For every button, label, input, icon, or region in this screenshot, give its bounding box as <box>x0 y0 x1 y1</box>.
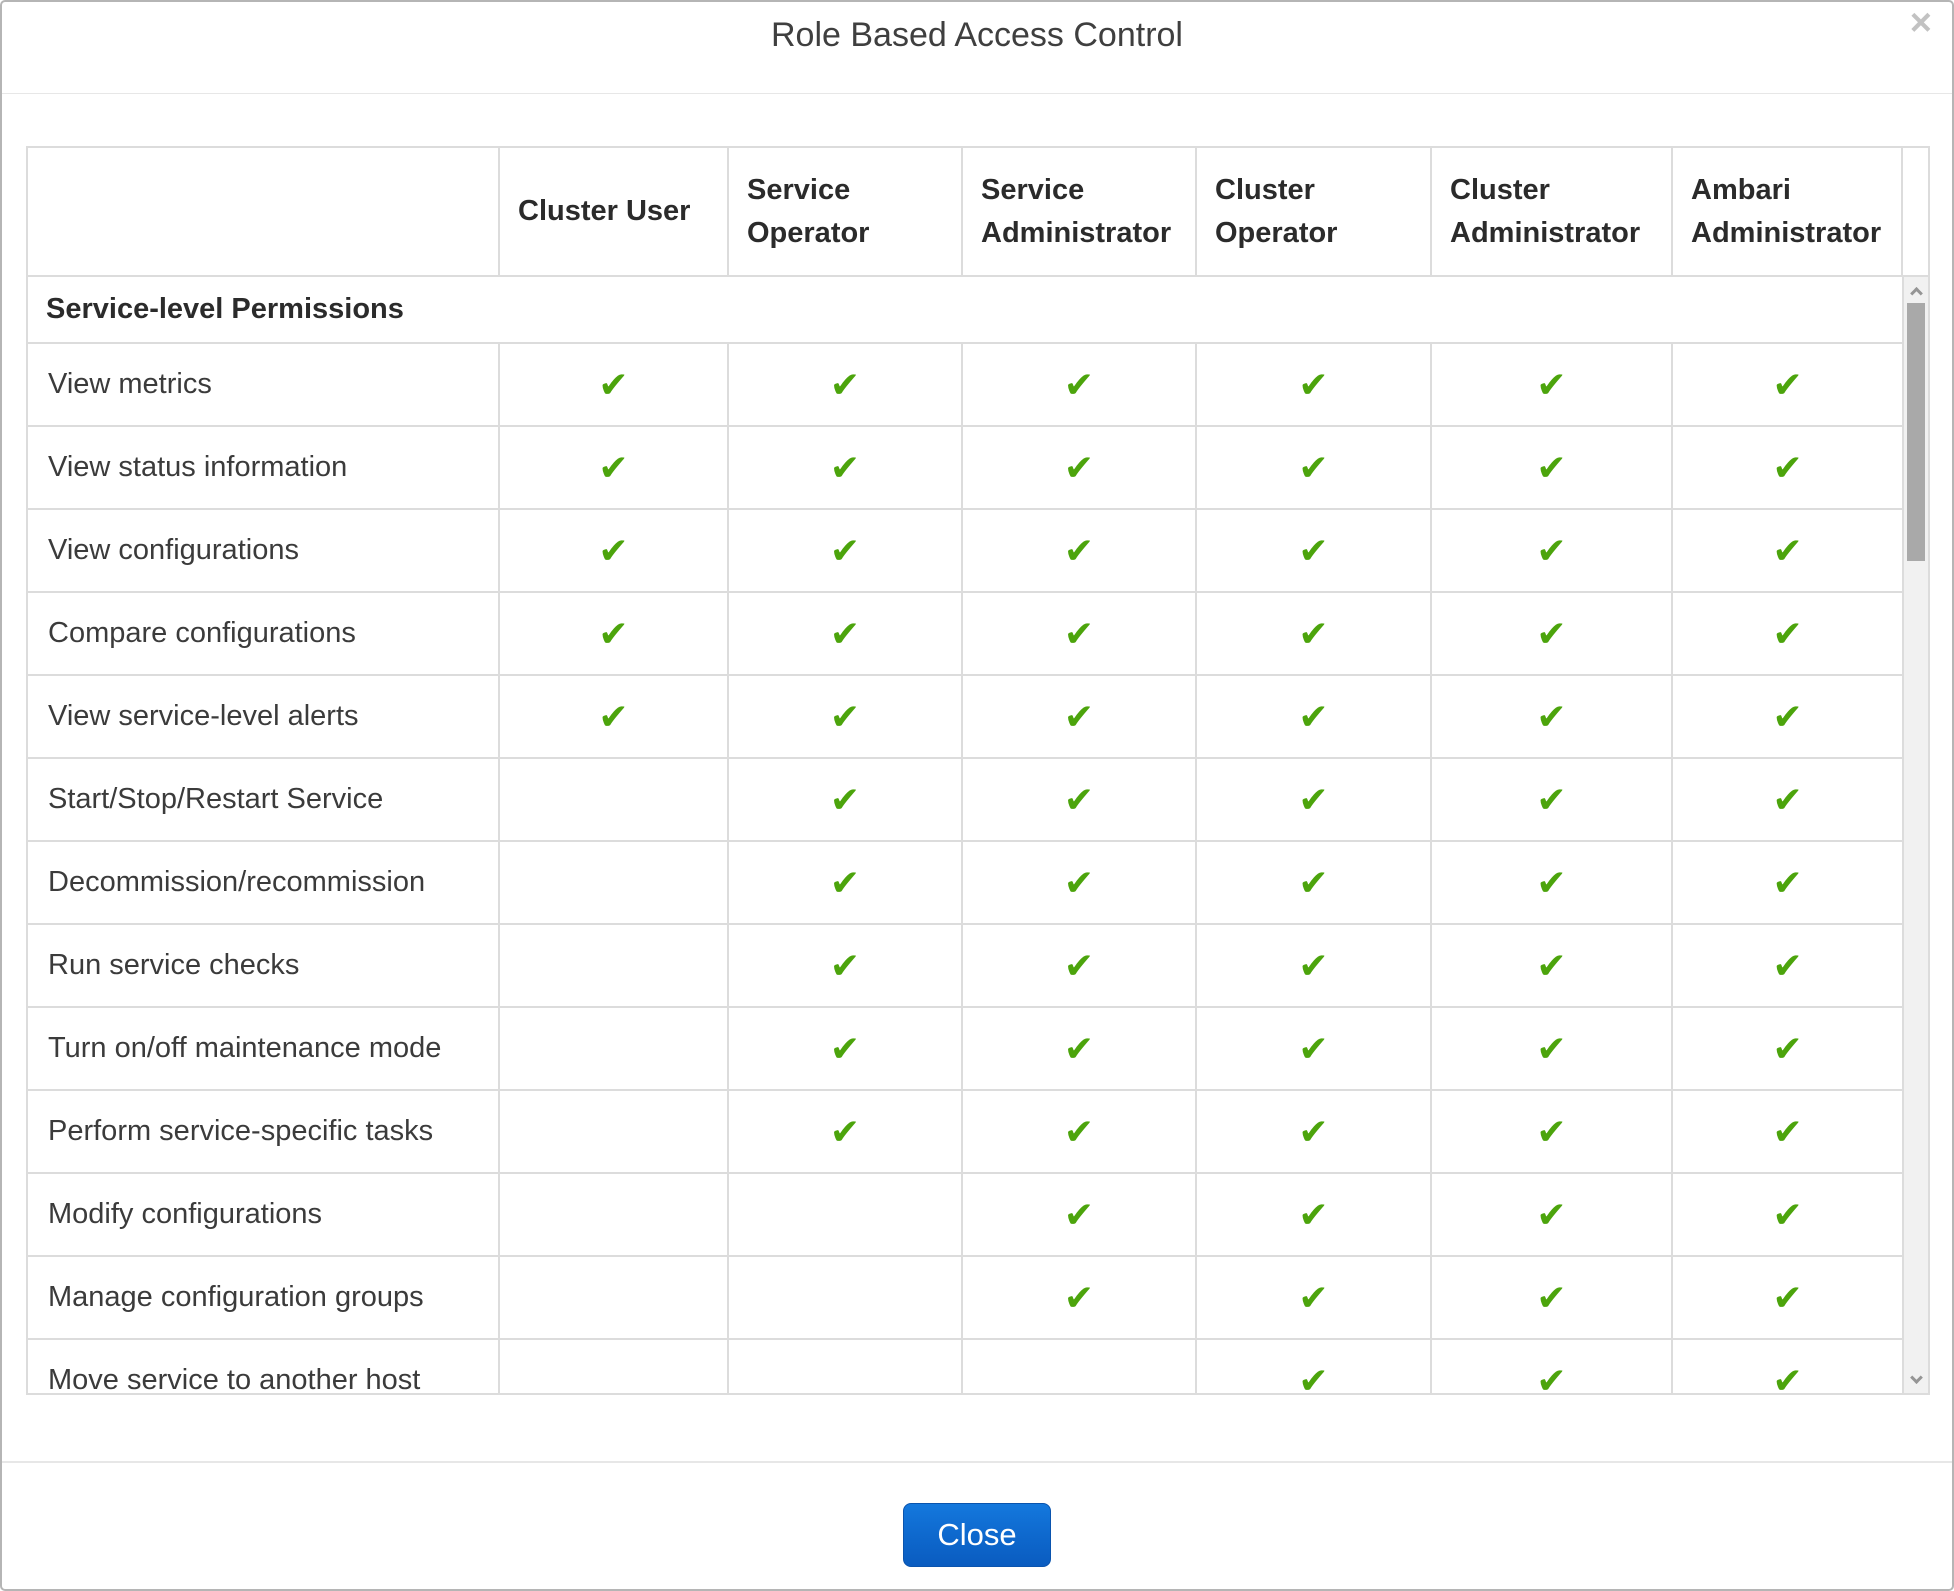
check-icon: ✔ <box>1063 1027 1095 1069</box>
close-icon[interactable]: × <box>1909 2 1932 44</box>
check-icon: ✔ <box>1298 861 1329 903</box>
dialog-footer <box>2 1461 1952 1588</box>
permission-cell <box>962 1339 1196 1393</box>
dialog-title: Role Based Access Control <box>771 16 1183 54</box>
permission-cell <box>1672 1090 1902 1173</box>
check-icon: ✔ <box>829 778 861 820</box>
permission-label: View metrics <box>28 343 499 426</box>
check-icon: ✔ <box>1298 446 1329 488</box>
check-icon: ✔ <box>1298 1276 1329 1318</box>
check-icon: ✔ <box>1536 529 1567 571</box>
check-icon: ✔ <box>1536 695 1567 737</box>
permission-cell <box>1672 1256 1902 1339</box>
permission-label: Turn on/off maintenance mode <box>28 1007 499 1090</box>
check-icon: ✔ <box>598 363 629 405</box>
check-icon: ✔ <box>1298 778 1329 820</box>
check-icon: ✔ <box>1772 1110 1803 1152</box>
permission-label: View configurations <box>28 509 499 592</box>
check-icon: ✔ <box>598 529 629 571</box>
scroll-up-button[interactable] <box>1904 277 1928 303</box>
check-icon: ✔ <box>1772 446 1803 488</box>
check-icon: ✔ <box>1772 1027 1803 1069</box>
column-header-service-operator: Service Operator <box>728 148 962 276</box>
check-icon: ✔ <box>829 446 861 488</box>
column-header-cluster-user: Cluster User <box>499 148 728 276</box>
column-header-ambari-administrator: Ambari Administrator <box>1672 148 1902 276</box>
permission-cell <box>1196 758 1431 841</box>
check-icon: ✔ <box>598 446 629 488</box>
check-icon: ✔ <box>829 944 861 986</box>
permission-cell <box>499 592 728 675</box>
scroll-down-button[interactable] <box>1904 1367 1928 1393</box>
permission-cell <box>1431 841 1672 924</box>
permission-cell <box>962 509 1196 592</box>
permission-cell <box>1672 841 1902 924</box>
permission-cell <box>1672 426 1902 509</box>
permission-cell <box>1431 592 1672 675</box>
permission-cell <box>1672 758 1902 841</box>
permission-cell <box>728 426 962 509</box>
check-icon: ✔ <box>1063 529 1095 571</box>
permission-cell <box>1672 343 1902 426</box>
table-row <box>28 343 1902 426</box>
scrollbar-thumb[interactable] <box>1907 303 1925 561</box>
check-icon: ✔ <box>1536 861 1567 903</box>
permission-cell <box>499 924 728 1007</box>
permission-cell <box>1196 1090 1431 1173</box>
check-icon: ✔ <box>1063 695 1095 737</box>
permission-cell <box>1431 426 1672 509</box>
permission-cell <box>1196 675 1431 758</box>
table-row <box>28 841 1902 924</box>
check-icon: ✔ <box>1536 778 1567 820</box>
check-icon: ✔ <box>1063 1193 1095 1235</box>
permissions-table-body <box>28 277 1902 1393</box>
permission-cell <box>1672 592 1902 675</box>
table-row <box>28 1339 1902 1393</box>
check-icon: ✔ <box>1298 1359 1329 1393</box>
permission-cell <box>1672 1339 1902 1393</box>
permission-cell <box>728 1007 962 1090</box>
permission-cell <box>1431 1090 1672 1173</box>
check-icon: ✔ <box>1063 1276 1095 1318</box>
check-icon: ✔ <box>1772 695 1803 737</box>
permission-cell <box>1196 1173 1431 1256</box>
permission-cell <box>728 343 962 426</box>
permission-cell <box>499 509 728 592</box>
permission-cell <box>962 1256 1196 1339</box>
check-icon: ✔ <box>1772 612 1803 654</box>
permission-cell <box>499 1007 728 1090</box>
permission-cell <box>728 758 962 841</box>
chevron-down-icon <box>1910 1371 1923 1384</box>
permission-cell <box>1196 1339 1431 1393</box>
check-icon: ✔ <box>1063 612 1095 654</box>
permission-cell <box>962 1173 1196 1256</box>
table-row <box>28 675 1902 758</box>
check-icon: ✔ <box>1063 446 1095 488</box>
permission-cell <box>728 675 962 758</box>
column-header-blank <box>28 148 499 276</box>
permission-cell <box>962 1007 1196 1090</box>
permission-cell <box>1196 343 1431 426</box>
permission-cell <box>962 841 1196 924</box>
permissions-table-header <box>28 148 1928 277</box>
table-row <box>28 1090 1902 1173</box>
permission-cell <box>499 1256 728 1339</box>
check-icon: ✔ <box>1298 695 1329 737</box>
table-row <box>28 1173 1902 1256</box>
table-row <box>28 758 1902 841</box>
dialog-header <box>2 2 1952 94</box>
permission-cell <box>499 758 728 841</box>
check-icon: ✔ <box>1536 1110 1567 1152</box>
check-icon: ✔ <box>1063 944 1095 986</box>
permission-cell <box>1196 426 1431 509</box>
check-icon: ✔ <box>1298 1193 1329 1235</box>
permission-cell <box>728 592 962 675</box>
table-row <box>28 426 1902 509</box>
permission-cell <box>1431 509 1672 592</box>
check-icon: ✔ <box>1536 1193 1567 1235</box>
permission-cell <box>728 1090 962 1173</box>
check-icon: ✔ <box>1772 1276 1803 1318</box>
permission-cell <box>1196 509 1431 592</box>
check-icon: ✔ <box>1772 363 1803 405</box>
permission-cell <box>1672 509 1902 592</box>
permission-cell <box>962 426 1196 509</box>
table-row <box>28 509 1902 592</box>
section-label: Service-level Permissions <box>28 277 1902 343</box>
check-icon: ✔ <box>1772 944 1803 986</box>
permission-cell <box>728 1173 962 1256</box>
check-icon: ✔ <box>1298 1110 1329 1152</box>
check-icon: ✔ <box>1536 1359 1567 1393</box>
check-icon: ✔ <box>1536 1027 1567 1069</box>
permission-label: Perform service-specific tasks <box>28 1090 499 1173</box>
check-icon: ✔ <box>1772 861 1803 903</box>
permission-cell <box>1196 1007 1431 1090</box>
table-row <box>28 1007 1902 1090</box>
permission-cell <box>728 1256 962 1339</box>
column-header-cluster-administrator: Cluster Administrator <box>1431 148 1672 276</box>
check-icon: ✔ <box>1298 529 1329 571</box>
table-row <box>28 592 1902 675</box>
check-icon: ✔ <box>598 612 629 654</box>
check-icon: ✔ <box>1063 861 1095 903</box>
permission-cell <box>962 343 1196 426</box>
permission-cell <box>499 343 728 426</box>
check-icon: ✔ <box>1536 446 1567 488</box>
close-button[interactable]: Close <box>903 1503 1051 1567</box>
permission-cell <box>1431 675 1672 758</box>
column-header-spacer <box>1902 148 1928 276</box>
permission-label: Modify configurations <box>28 1173 499 1256</box>
check-icon: ✔ <box>829 612 861 654</box>
check-icon: ✔ <box>1063 778 1095 820</box>
check-icon: ✔ <box>829 363 861 405</box>
permission-cell <box>1431 924 1672 1007</box>
column-header-cluster-operator: Cluster Operator <box>1196 148 1431 276</box>
permission-label: Decommission/recommission <box>28 841 499 924</box>
chevron-up-icon <box>1910 286 1923 299</box>
permission-cell <box>962 758 1196 841</box>
permission-cell <box>728 841 962 924</box>
permission-label: Manage configuration groups <box>28 1256 499 1339</box>
check-icon: ✔ <box>829 1027 861 1069</box>
permissions-table <box>26 146 1930 1395</box>
permission-cell <box>962 924 1196 1007</box>
check-icon: ✔ <box>1298 1027 1329 1069</box>
permission-cell <box>1672 675 1902 758</box>
permission-label: Run service checks <box>28 924 499 1007</box>
check-icon: ✔ <box>829 529 861 571</box>
permission-cell <box>962 675 1196 758</box>
column-header-service-administrator: Service Administrator <box>962 148 1196 276</box>
vertical-scrollbar[interactable] <box>1902 277 1928 1393</box>
permission-cell <box>1431 1339 1672 1393</box>
permission-cell <box>1672 1007 1902 1090</box>
permission-label: View status information <box>28 426 499 509</box>
check-icon: ✔ <box>1772 529 1803 571</box>
check-icon: ✔ <box>1536 944 1567 986</box>
check-icon: ✔ <box>1298 612 1329 654</box>
permission-cell <box>499 1173 728 1256</box>
permission-cell <box>1196 841 1431 924</box>
check-icon: ✔ <box>829 1110 861 1152</box>
permission-cell <box>499 426 728 509</box>
permission-cell <box>499 675 728 758</box>
permission-cell <box>728 924 962 1007</box>
permission-cell <box>1431 758 1672 841</box>
check-icon: ✔ <box>829 695 861 737</box>
permission-cell <box>728 509 962 592</box>
permission-cell <box>499 1339 728 1393</box>
permission-cell <box>1431 343 1672 426</box>
table-row <box>28 1256 1902 1339</box>
section-row <box>28 277 1902 343</box>
check-icon: ✔ <box>1063 363 1095 405</box>
permission-cell <box>728 1339 962 1393</box>
permission-cell <box>1672 924 1902 1007</box>
permission-cell <box>1431 1173 1672 1256</box>
permission-cell <box>962 592 1196 675</box>
permission-cell <box>1196 924 1431 1007</box>
check-icon: ✔ <box>1063 1110 1095 1152</box>
permission-cell <box>962 1090 1196 1173</box>
check-icon: ✔ <box>1536 612 1567 654</box>
permission-cell <box>499 1090 728 1173</box>
check-icon: ✔ <box>598 695 629 737</box>
check-icon: ✔ <box>1772 778 1803 820</box>
permission-label: Move service to another host <box>28 1339 499 1393</box>
permission-cell <box>1196 592 1431 675</box>
check-icon: ✔ <box>1298 944 1329 986</box>
check-icon: ✔ <box>1772 1359 1803 1393</box>
table-row <box>28 924 1902 1007</box>
check-icon: ✔ <box>1536 1276 1567 1318</box>
permission-cell <box>1672 1173 1902 1256</box>
table-scroll-viewport[interactable] <box>28 277 1928 1393</box>
check-icon: ✔ <box>829 861 861 903</box>
permission-cell <box>1431 1256 1672 1339</box>
permission-label: Compare configurations <box>28 592 499 675</box>
permission-cell <box>1196 1256 1431 1339</box>
permission-cell <box>1431 1007 1672 1090</box>
check-icon: ✔ <box>1536 363 1567 405</box>
permission-label: Start/Stop/Restart Service <box>28 758 499 841</box>
check-icon: ✔ <box>1772 1193 1803 1235</box>
check-icon: ✔ <box>1298 363 1329 405</box>
permission-cell <box>499 841 728 924</box>
permission-label: View service-level alerts <box>28 675 499 758</box>
